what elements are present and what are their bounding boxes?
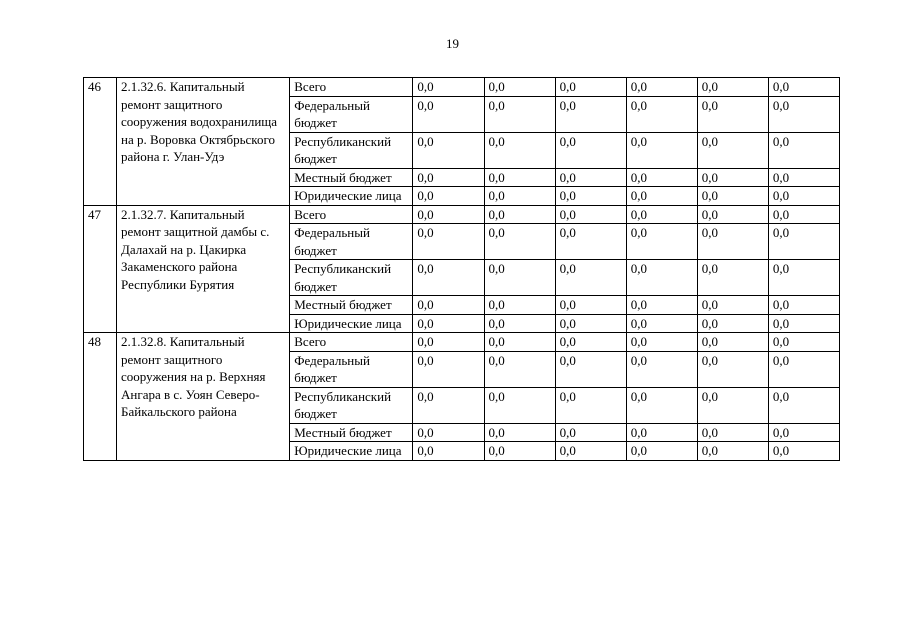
amount-cell: 0,0 bbox=[697, 168, 768, 187]
amount-cell: 0,0 bbox=[555, 296, 626, 315]
amount-cell: 0,0 bbox=[626, 296, 697, 315]
amount-cell: 0,0 bbox=[555, 187, 626, 206]
amount-cell: 0,0 bbox=[697, 387, 768, 423]
amount-cell: 0,0 bbox=[697, 187, 768, 206]
amount-cell: 0,0 bbox=[413, 132, 484, 168]
amount-cell: 0,0 bbox=[768, 442, 839, 461]
amount-cell: 0,0 bbox=[768, 96, 839, 132]
amount-cell: 0,0 bbox=[768, 296, 839, 315]
funding-source-cell: Федеральный бюджет bbox=[290, 224, 413, 260]
amount-cell: 0,0 bbox=[484, 351, 555, 387]
amount-cell: 0,0 bbox=[626, 168, 697, 187]
amount-cell: 0,0 bbox=[626, 314, 697, 333]
funding-source-cell: Юридические лица bbox=[290, 442, 413, 461]
amount-cell: 0,0 bbox=[413, 333, 484, 352]
amount-cell: 0,0 bbox=[626, 78, 697, 97]
amount-cell: 0,0 bbox=[555, 387, 626, 423]
amount-cell: 0,0 bbox=[626, 351, 697, 387]
amount-cell: 0,0 bbox=[413, 168, 484, 187]
amount-cell: 0,0 bbox=[626, 387, 697, 423]
amount-cell: 0,0 bbox=[768, 387, 839, 423]
table-row bbox=[84, 78, 840, 97]
funding-source-cell: Юридические лица bbox=[290, 187, 413, 206]
amount-cell: 0,0 bbox=[555, 205, 626, 224]
funding-source-cell: Всего bbox=[290, 333, 413, 352]
amount-cell: 0,0 bbox=[484, 187, 555, 206]
amount-cell: 0,0 bbox=[626, 423, 697, 442]
funding-source-cell: Юридические лица bbox=[290, 314, 413, 333]
amount-cell: 0,0 bbox=[413, 260, 484, 296]
funding-source-cell: Республиканский бюджет bbox=[290, 132, 413, 168]
amount-cell: 0,0 bbox=[484, 314, 555, 333]
amount-cell: 0,0 bbox=[484, 78, 555, 97]
amount-cell: 0,0 bbox=[626, 224, 697, 260]
amount-cell: 0,0 bbox=[555, 351, 626, 387]
table-row bbox=[84, 205, 840, 224]
row-number-cell: 47 bbox=[84, 205, 117, 333]
amount-cell: 0,0 bbox=[555, 168, 626, 187]
funding-source-cell: Местный бюджет bbox=[290, 168, 413, 187]
amount-cell: 0,0 bbox=[555, 423, 626, 442]
amount-cell: 0,0 bbox=[697, 78, 768, 97]
funding-source-cell: Всего bbox=[290, 205, 413, 224]
amount-cell: 0,0 bbox=[484, 333, 555, 352]
amount-cell: 0,0 bbox=[413, 423, 484, 442]
amount-cell: 0,0 bbox=[626, 132, 697, 168]
amount-cell: 0,0 bbox=[768, 78, 839, 97]
amount-cell: 0,0 bbox=[484, 205, 555, 224]
amount-cell: 0,0 bbox=[768, 351, 839, 387]
measure-name-cell: 2.1.32.6. Капитальный ремонт защитного сооружения водохранилища на р. Воровка Октябрьского района г. Улан-Удэ bbox=[117, 78, 290, 206]
funding-source-cell: Республиканский бюджет bbox=[290, 260, 413, 296]
funding-source-cell: Федеральный бюджет bbox=[290, 96, 413, 132]
measure-name-cell: 2.1.32.8. Капитальный ремонт защитного сооружения на р. Верхняя Ангара в с. Уоян Северо-Байкальского района bbox=[117, 333, 290, 461]
table-row bbox=[84, 333, 840, 352]
amount-cell: 0,0 bbox=[555, 78, 626, 97]
amount-cell: 0,0 bbox=[484, 132, 555, 168]
amount-cell: 0,0 bbox=[484, 423, 555, 442]
amount-cell: 0,0 bbox=[484, 442, 555, 461]
funding-source-cell: Местный бюджет bbox=[290, 423, 413, 442]
funding-source-cell: Республиканский бюджет bbox=[290, 387, 413, 423]
amount-cell: 0,0 bbox=[626, 442, 697, 461]
amount-cell: 0,0 bbox=[484, 168, 555, 187]
amount-cell: 0,0 bbox=[697, 423, 768, 442]
amount-cell: 0,0 bbox=[697, 333, 768, 352]
amount-cell: 0,0 bbox=[484, 296, 555, 315]
amount-cell: 0,0 bbox=[697, 260, 768, 296]
amount-cell: 0,0 bbox=[697, 442, 768, 461]
amount-cell: 0,0 bbox=[768, 224, 839, 260]
amount-cell: 0,0 bbox=[697, 96, 768, 132]
page-number: 19 bbox=[446, 36, 459, 51]
amount-cell: 0,0 bbox=[413, 96, 484, 132]
amount-cell: 0,0 bbox=[413, 442, 484, 461]
amount-cell: 0,0 bbox=[626, 205, 697, 224]
amount-cell: 0,0 bbox=[484, 96, 555, 132]
amount-cell: 0,0 bbox=[484, 387, 555, 423]
amount-cell: 0,0 bbox=[555, 314, 626, 333]
amount-cell: 0,0 bbox=[697, 296, 768, 315]
table-body bbox=[84, 78, 840, 461]
amount-cell: 0,0 bbox=[413, 224, 484, 260]
amount-cell: 0,0 bbox=[697, 314, 768, 333]
amount-cell: 0,0 bbox=[768, 260, 839, 296]
budget-table bbox=[83, 77, 840, 461]
amount-cell: 0,0 bbox=[555, 96, 626, 132]
funding-source-cell: Местный бюджет bbox=[290, 296, 413, 315]
amount-cell: 0,0 bbox=[697, 132, 768, 168]
amount-cell: 0,0 bbox=[626, 260, 697, 296]
amount-cell: 0,0 bbox=[768, 168, 839, 187]
amount-cell: 0,0 bbox=[413, 205, 484, 224]
amount-cell: 0,0 bbox=[555, 132, 626, 168]
amount-cell: 0,0 bbox=[555, 260, 626, 296]
amount-cell: 0,0 bbox=[626, 187, 697, 206]
amount-cell: 0,0 bbox=[413, 314, 484, 333]
amount-cell: 0,0 bbox=[484, 224, 555, 260]
amount-cell: 0,0 bbox=[768, 333, 839, 352]
amount-cell: 0,0 bbox=[768, 187, 839, 206]
measure-name-cell: 2.1.32.7. Капитальный ремонт защитной дамбы с. Далахай на р. Цакирка Закаменского района Республики Бурятия bbox=[117, 205, 290, 333]
amount-cell: 0,0 bbox=[768, 423, 839, 442]
amount-cell: 0,0 bbox=[768, 314, 839, 333]
amount-cell: 0,0 bbox=[697, 224, 768, 260]
row-number-cell: 48 bbox=[84, 333, 117, 461]
amount-cell: 0,0 bbox=[413, 78, 484, 97]
amount-cell: 0,0 bbox=[484, 260, 555, 296]
funding-source-cell: Всего bbox=[290, 78, 413, 97]
amount-cell: 0,0 bbox=[555, 224, 626, 260]
amount-cell: 0,0 bbox=[626, 96, 697, 132]
amount-cell: 0,0 bbox=[697, 205, 768, 224]
funding-source-cell: Федеральный бюджет bbox=[290, 351, 413, 387]
amount-cell: 0,0 bbox=[555, 333, 626, 352]
amount-cell: 0,0 bbox=[413, 296, 484, 315]
amount-cell: 0,0 bbox=[413, 187, 484, 206]
amount-cell: 0,0 bbox=[626, 333, 697, 352]
row-number-cell: 46 bbox=[84, 78, 117, 206]
amount-cell: 0,0 bbox=[413, 351, 484, 387]
amount-cell: 0,0 bbox=[768, 205, 839, 224]
amount-cell: 0,0 bbox=[768, 132, 839, 168]
amount-cell: 0,0 bbox=[413, 387, 484, 423]
amount-cell: 0,0 bbox=[555, 442, 626, 461]
amount-cell: 0,0 bbox=[697, 351, 768, 387]
